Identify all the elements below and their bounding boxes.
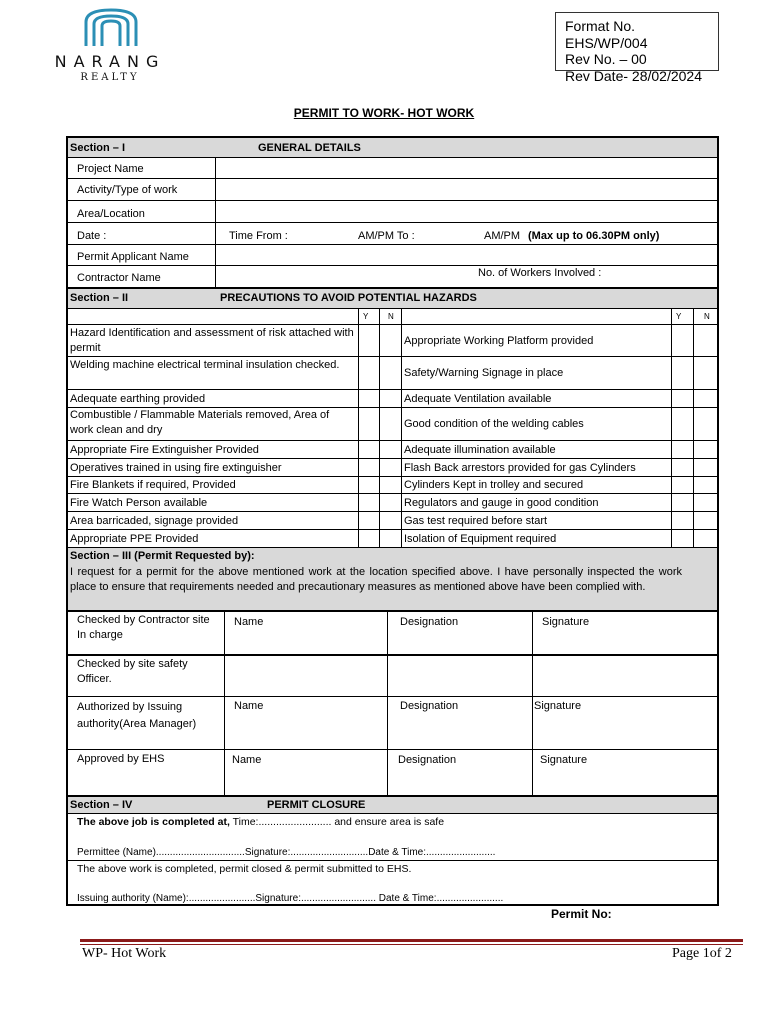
- approved-ehs-label: Approved by EHS: [77, 753, 165, 765]
- precaution-left-1: Hazard Identification and assessment of risk attached with permit: [70, 327, 354, 354]
- permit-number-label: Permit No:: [551, 907, 612, 921]
- closure-statement: The above work is completed, permit closed & permit submitted to EHS.: [77, 863, 412, 875]
- contractor-name-field: Name: [234, 616, 264, 628]
- company-logo: [20, 6, 200, 84]
- authorized-label: Authorized by Issuing authority(Area Manager): [77, 701, 197, 730]
- precaution-right-9: Gas test required before start: [404, 515, 548, 527]
- contractor-label: Contractor Name: [77, 272, 161, 284]
- section-4-header-bg: [68, 796, 717, 813]
- company-name: NARANG: [54, 52, 166, 71]
- area-label: Area/Location: [77, 208, 145, 220]
- max-time-note: (Max up to 06.30PM only): [528, 230, 660, 242]
- section-3-heading: Section – III (Permit Requested by):: [70, 550, 255, 562]
- precaution-right-7: Cylinders Kept in trolley and secured: [404, 479, 584, 491]
- section-2-subheading: PRECAUTIONS TO AVOID POTENTIAL HAZARDS: [220, 292, 477, 304]
- format-info-box: [555, 12, 719, 84]
- applicant-label: Permit Applicant Name: [77, 251, 189, 263]
- yes-header-left: Y: [363, 312, 369, 321]
- precaution-right-3: Adequate Ventilation available: [404, 393, 552, 405]
- precaution-right-2: Safety/Warning Signage in place: [404, 367, 564, 379]
- authorized-signature-field: Signature: [534, 700, 582, 712]
- activity-label: Activity/Type of work: [77, 184, 178, 196]
- precaution-right-1: Appropriate Working Platform provided: [404, 335, 594, 347]
- precaution-left-8: Fire Watch Person available: [70, 497, 208, 509]
- project-name-label: Project Name: [77, 163, 144, 175]
- company-subtitle: REALTY: [80, 72, 140, 83]
- ampm-label: AM/PM: [484, 230, 521, 242]
- section-4-heading: Section – IV: [70, 799, 133, 811]
- completion-time-text: Time:......................... and ensure area is safe: [232, 816, 445, 828]
- logo-arch-icon: [20, 6, 200, 52]
- footer-rule-thin: [80, 944, 743, 945]
- precaution-left-10: Appropriate PPE Provided: [70, 533, 199, 545]
- precaution-right-8: Regulators and gauge in good condition: [404, 497, 599, 509]
- time-from-label: Time From :: [229, 230, 288, 242]
- no-header-right: N: [704, 312, 710, 321]
- contractor-signature-field: Signature: [542, 616, 590, 628]
- ehs-name-field: Name: [232, 754, 262, 766]
- completion-bold-text: The above job is completed at,: [77, 816, 230, 828]
- permittee-line: Permittee (Name)................................Signature:............................Date & Time:.........................: [77, 847, 496, 858]
- footer-document-name: WP- Hot Work: [82, 946, 167, 961]
- ehs-signature-field: Signature: [540, 754, 588, 766]
- precaution-left-9: Area barricaded, signage provided: [70, 515, 239, 527]
- section-3-declaration: I request for a permit for the above mentioned work at the location specified above. I have personally inspected the work place to ensure that requirements needed and precautionary measures as mentioned above have been complied with.: [70, 566, 682, 593]
- checked-contractor-label: Checked by Contractor site In charge: [77, 614, 210, 641]
- precaution-right-6: Flash Back arrestors provided for gas Cylinders: [404, 462, 636, 474]
- precaution-left-4: Combustible / Flammable Materials removed, Area of work clean and dry: [70, 409, 330, 436]
- completion-line: [77, 815, 444, 829]
- revision-number: Rev No. – 00: [565, 51, 647, 67]
- contractor-designation-field: Designation: [400, 616, 459, 628]
- revision-date: Rev Date- 28/02/2024: [565, 67, 702, 84]
- section-2-heading: Section – II: [70, 292, 129, 304]
- document-title: PERMIT TO WORK- HOT WORK: [293, 106, 475, 120]
- precaution-left-7: Fire Blankets if required, Provided: [70, 479, 236, 491]
- precaution-right-5: Adequate illumination available: [404, 444, 556, 456]
- precaution-right-10: Isolation of Equipment required: [404, 533, 557, 545]
- section-1-subheading: GENERAL DETAILS: [258, 142, 361, 154]
- footer-page-number: Page 1of 2: [672, 946, 732, 961]
- authorized-name-field: Name: [234, 700, 264, 712]
- authorized-designation-field: Designation: [400, 700, 459, 712]
- precaution-left-5: Appropriate Fire Extinguisher Provided: [70, 444, 259, 456]
- precaution-left-2: Welding machine electrical terminal insulation checked.: [70, 359, 340, 371]
- yes-header-right: Y: [676, 312, 682, 321]
- checked-safety-label: Checked by site safety Officer.: [77, 658, 188, 685]
- section-4-subheading: PERMIT CLOSURE: [267, 799, 366, 811]
- no-header-left: N: [388, 312, 394, 321]
- precaution-right-4: Good condition of the welding cables: [404, 418, 584, 430]
- ampm-to-label: AM/PM To :: [358, 230, 415, 242]
- ehs-designation-field: Designation: [398, 754, 457, 766]
- precaution-left-3: Adequate earthing provided: [70, 393, 206, 405]
- section-1-heading: Section – I: [70, 142, 126, 154]
- section-1-header-bg: [68, 138, 717, 157]
- workers-label: No. of Workers Involved :: [478, 267, 602, 279]
- footer-rule: [80, 939, 743, 942]
- date-label: Date :: [77, 230, 107, 242]
- format-number: Format No. EHS/WP/004: [565, 18, 648, 51]
- permit-form: [66, 136, 719, 906]
- precaution-left-6: Operatives trained in using fire extinguisher: [70, 462, 282, 474]
- issuing-authority-line: Issuing authority (Name):........................Signature:........................... Date & Time:........................: [77, 893, 504, 904]
